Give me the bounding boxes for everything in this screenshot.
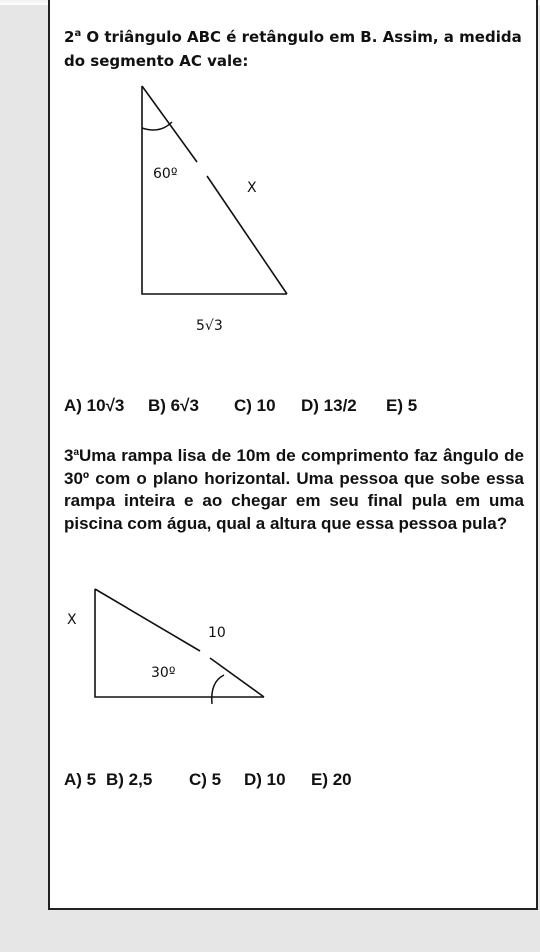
q3-option-e[interactable]: E) 20 (311, 770, 352, 789)
ramp-height-x-label: X (67, 612, 77, 628)
question-2-number: 2 (64, 28, 75, 46)
q2-option-c[interactable]: C) 10 (234, 396, 276, 415)
q3-option-c[interactable]: C) 5 (189, 770, 222, 789)
angle-60-arc (142, 122, 172, 130)
question-2-text (64, 22, 526, 73)
q2-option-e[interactable]: E) 5 (386, 396, 418, 415)
ramp-length-10-label: 10 (208, 625, 226, 641)
q3-option-a[interactable]: A) 5 (64, 770, 97, 789)
question-2-ordinal: a (74, 28, 82, 39)
ramp-vertical-and-base (95, 589, 264, 697)
q2-option-d[interactable]: D) 13/2 (301, 396, 357, 415)
question-3-statement: Uma rampa lisa de 10m de comprimento faz ângulo de 30º com o plano horizontal. Uma pessoa que sobe essa rampa inteira e ao chegar em seu final pula em uma piscina com água, qual a altura que essa pessoa pula? (64, 446, 524, 533)
question-3-text (64, 442, 524, 535)
angle-60-label: 60º (153, 166, 178, 182)
document-page (48, 0, 538, 910)
q3-option-d[interactable]: D) 10 (244, 770, 286, 789)
q3-option-b[interactable]: B) 2,5 (106, 770, 153, 789)
base-5root3-label: 5√3 (196, 318, 223, 334)
q2-option-a[interactable]: A) 10√3 (64, 396, 125, 415)
question-3-ordinal: a (73, 447, 80, 458)
q2-option-b[interactable]: B) 6√3 (148, 396, 199, 415)
ramp-hypotenuse-top (95, 589, 200, 651)
triangle-abc-figure (130, 80, 300, 305)
question-3-number: 3 (64, 446, 74, 465)
question-3-options (64, 770, 352, 790)
ramp-triangle-figure (90, 582, 270, 707)
angle-30-label: 30º (151, 665, 176, 681)
hypotenuse-x-label: X (247, 180, 257, 196)
question-2-statement: O triângulo ABC é retângulo em B. Assim, a medida do segmento AC vale: (64, 28, 522, 70)
angle-30-arc (212, 675, 224, 704)
question-2-options (64, 396, 417, 416)
ramp-hypotenuse-bottom (210, 658, 264, 697)
